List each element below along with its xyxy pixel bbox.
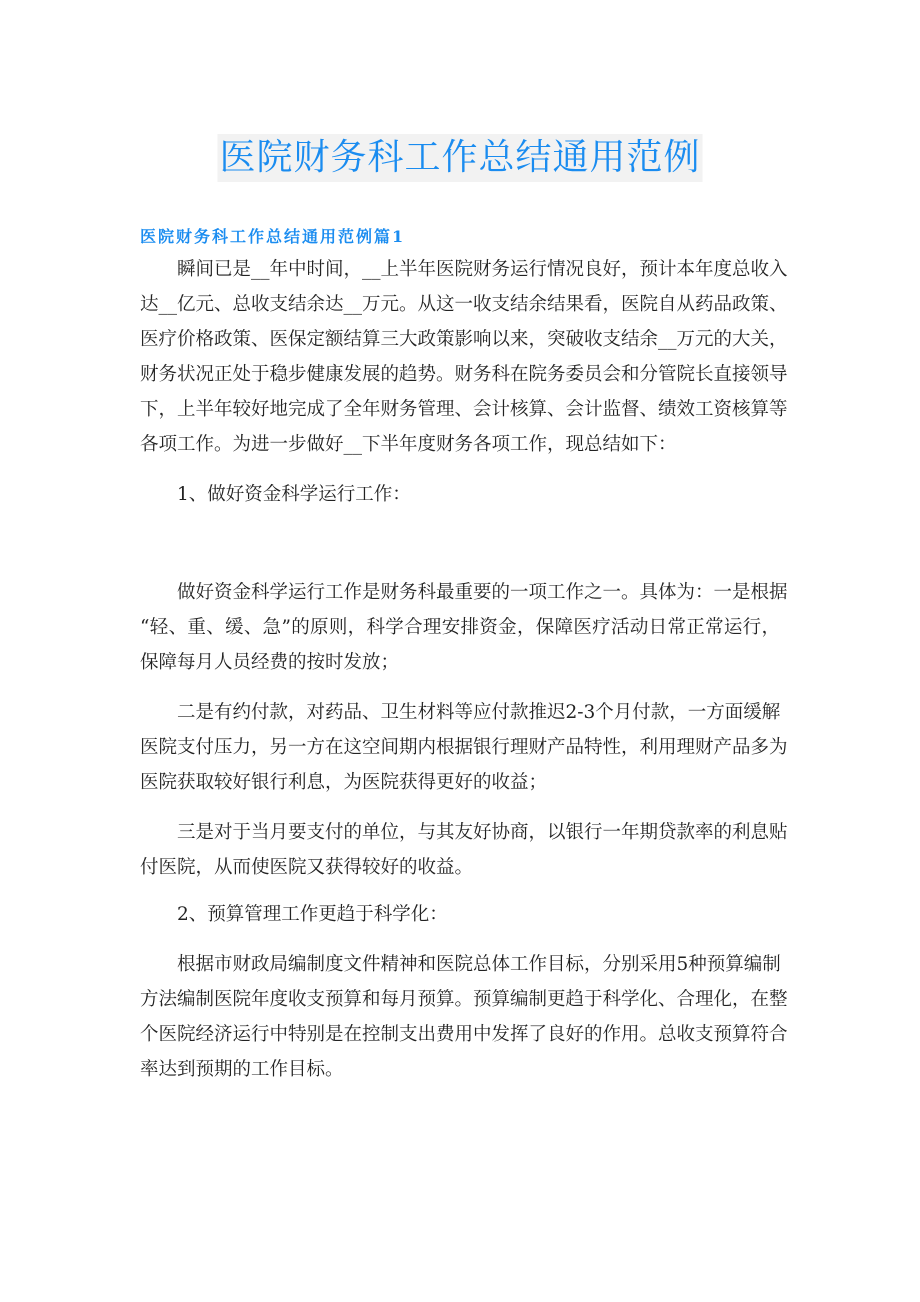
- text-line: 做好资金科学运行工作是财务科最重要的一项工作之一。具体为：一是根据: [177, 582, 788, 603]
- text-line: “轻、重、缓、急”的原则，科学合理安排资金，保障医疗活动日常正常运行，: [140, 617, 780, 638]
- text-line: 保障每月人员经费的按时发放；: [140, 652, 400, 673]
- document-title: 医院财务科工作总结通用范例: [217, 134, 702, 182]
- text-line: 达__亿元、总收支结余达__万元。从这一收支结余结果看，医院自从药品政策、: [140, 294, 788, 315]
- text-line: 三是对于当月要支付的单位，与其友好协商，以银行一年期贷款率的利息贴: [177, 822, 788, 843]
- text-line: 2、预算管理工作更趋于科学化：: [177, 904, 448, 925]
- section-heading: 医院财务科工作总结通用范例篇1: [140, 227, 406, 246]
- text-line: 各项工作。为进一步做好__下半年度财务各项工作，现总结如下：: [140, 434, 677, 455]
- text-line: 下，上半年较好地完成了全年财务管理、会计核算、会计监督、绩效工资核算等: [140, 399, 788, 420]
- text-line: 二是有约付款，对药品、卫生材料等应付款推迟2-3个月付款，一方面缓解: [177, 702, 781, 723]
- text-line: 1、做好资金科学运行工作：: [177, 484, 411, 505]
- text-line: 医院支付压力，另一方在这空间期内根据银行理财产品特性，利用理财产品多为: [140, 737, 788, 758]
- intro-paragraph: [140, 252, 788, 462]
- text-line: 方法编制医院年度收支预算和每月预算。预算编制更趋于科学化、合理化，在整: [140, 989, 788, 1010]
- text-line: 医疗价格政策、医保定额结算三大政策影响以来，突破收支结余__万元的大关，: [140, 329, 788, 350]
- paragraph: [140, 575, 788, 680]
- text-line: 付医院，从而使医院又获得较好的收益。: [140, 857, 474, 878]
- section-1-heading: [140, 477, 780, 512]
- text-line: 率达到预期的工作目标。: [140, 1059, 344, 1080]
- paragraph: [140, 947, 788, 1087]
- text-line: 个医院经济运行中特别是在控制支出费用中发挥了良好的作用。总收支预算符合: [140, 1024, 788, 1045]
- text-line: 医院获取较好银行利息，为医院获得更好的收益；: [140, 772, 548, 793]
- text-line: 财务状况正处于稳步健康发展的趋势。财务科在院务委员会和分管院长直接领导: [140, 364, 788, 385]
- text-line: 瞬间已是__年中时间，__上半年医院财务运行情况良好，预计本年度总收入: [177, 259, 788, 280]
- paragraph: [140, 695, 788, 800]
- section-2-heading: [140, 897, 780, 932]
- paragraph: [140, 815, 788, 885]
- text-line: 根据市财政局编制度文件精神和医院总体工作目标，分别采用5种预算编制: [177, 954, 781, 975]
